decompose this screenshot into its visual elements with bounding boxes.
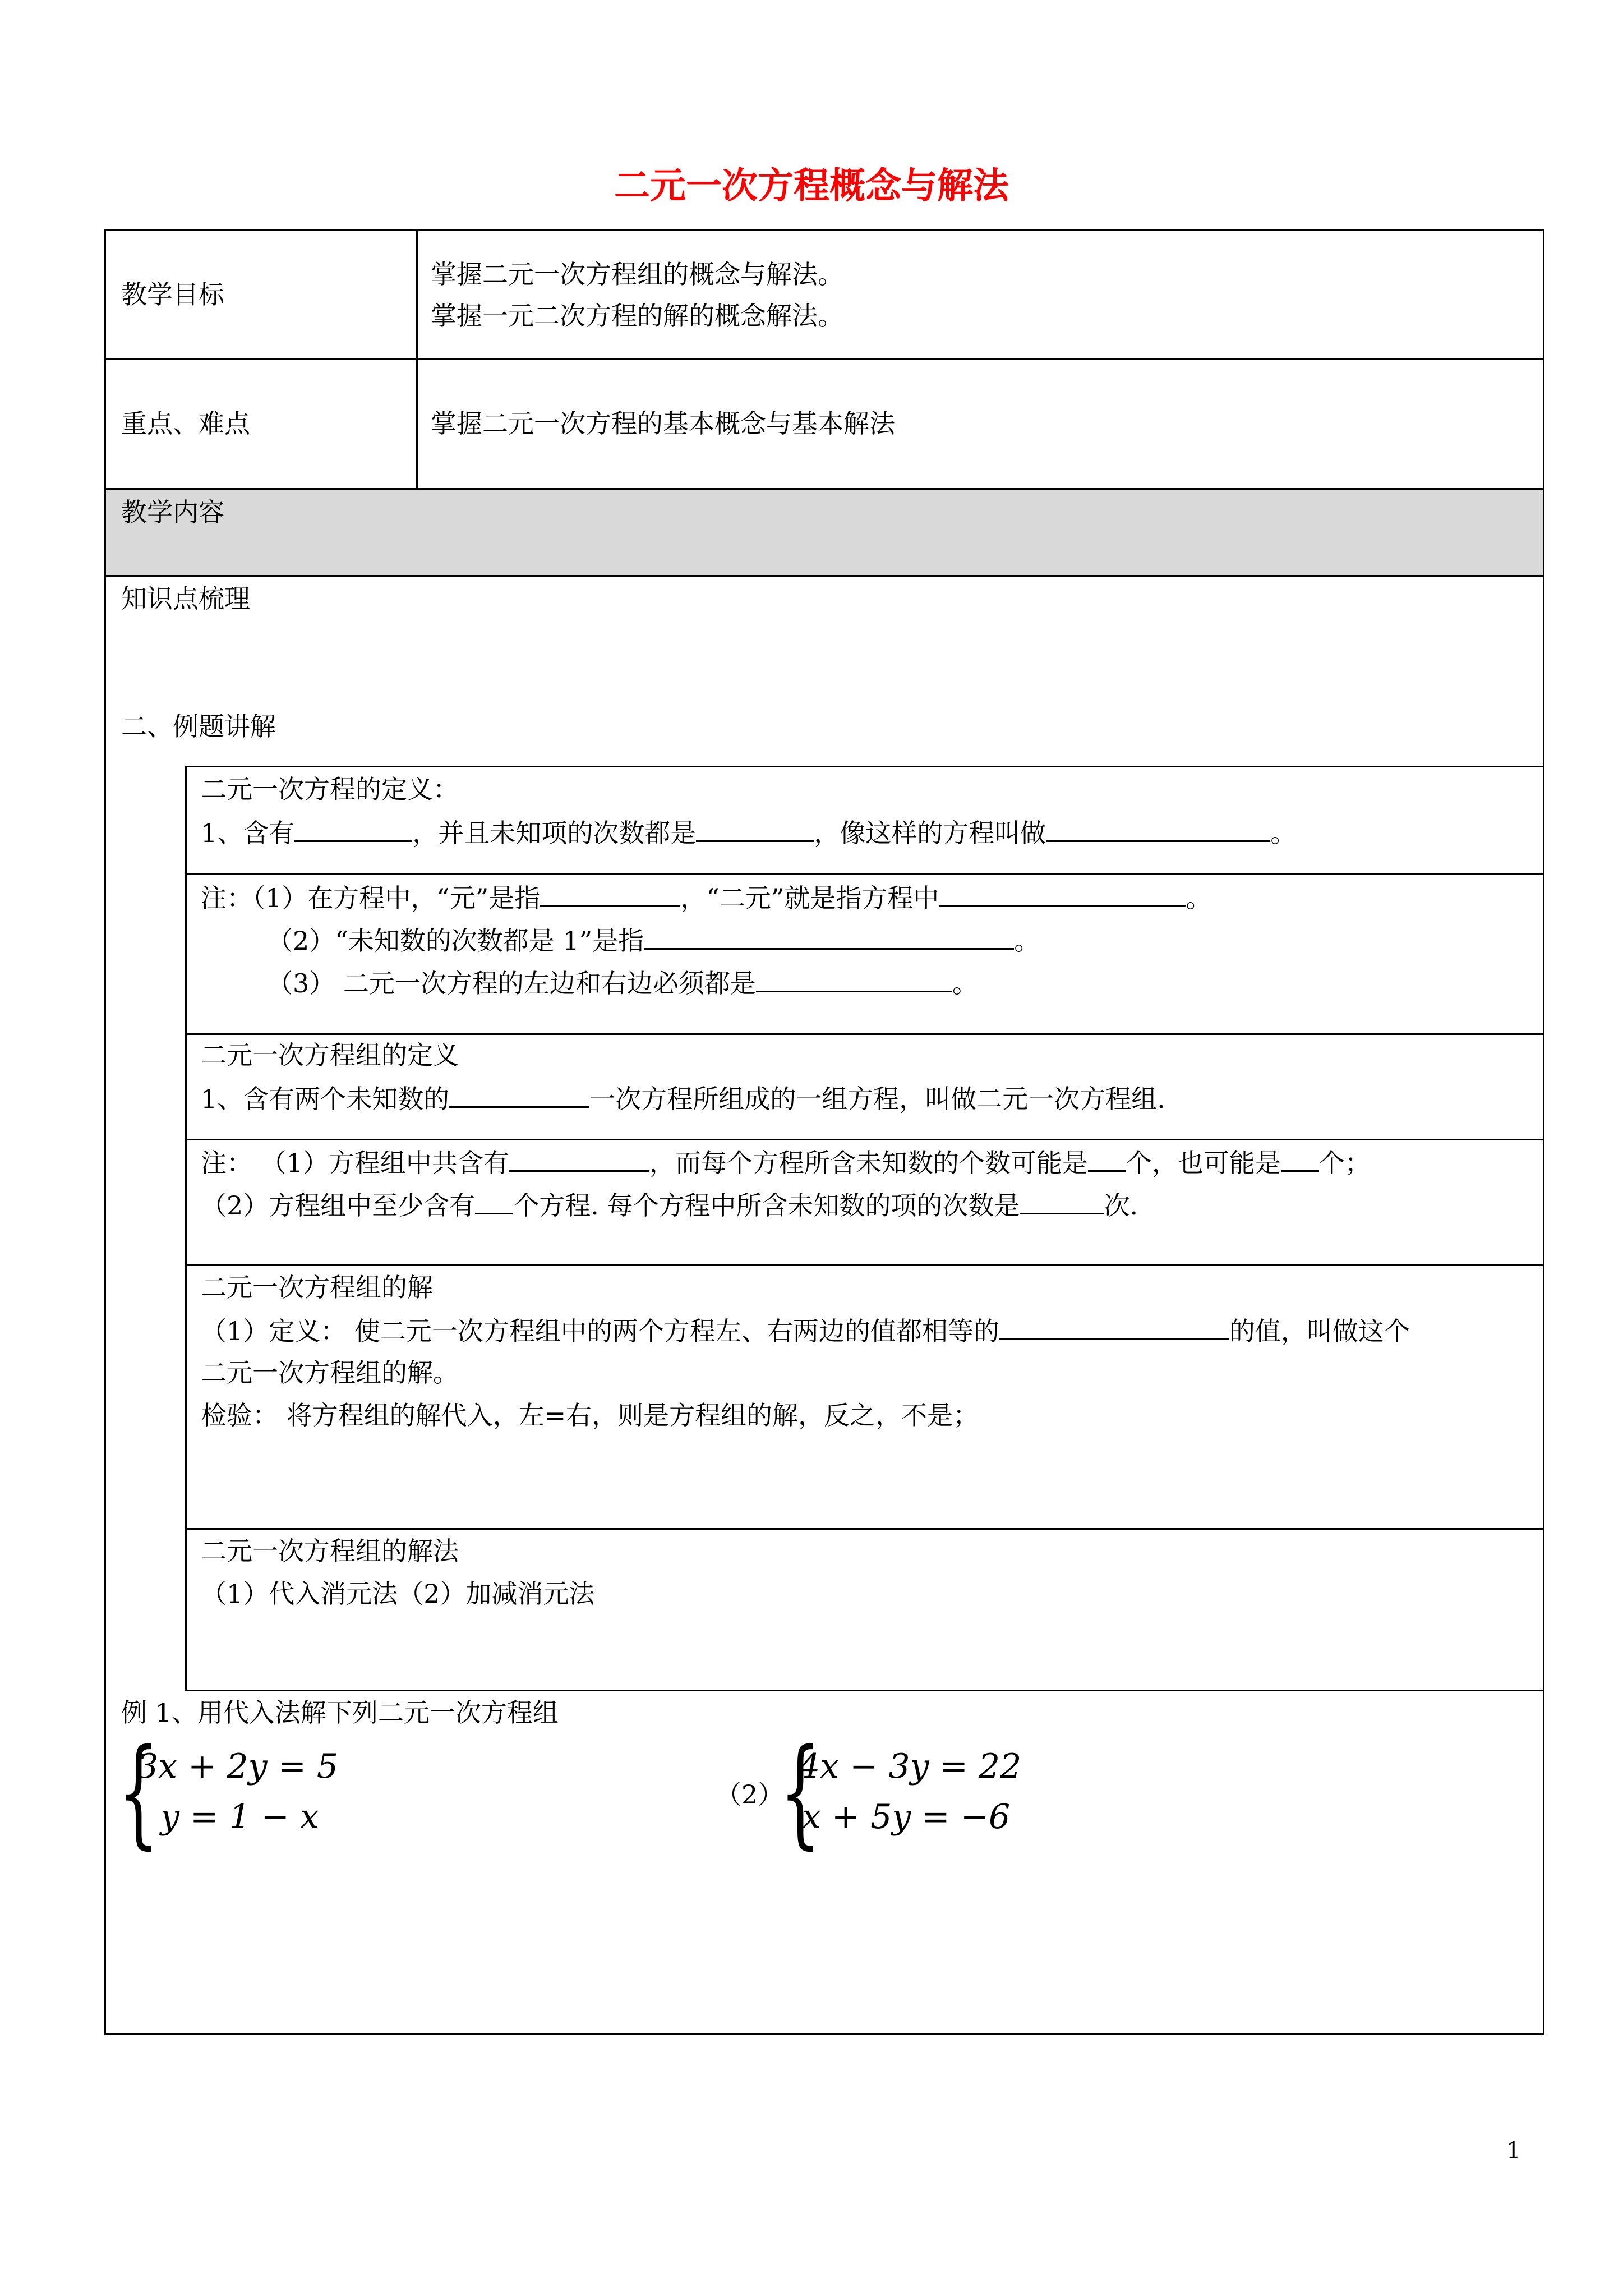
goal-line-1: 掌握二元一次方程组的概念与解法。 [431,259,843,289]
system2-equation1: 4x − 3y = 22 [799,1747,1022,1786]
box2-text-d: （2）“未知数的次数都是 1”是指 [267,926,644,956]
box4-text-f: 个方程. 每个方程中所含未知数的项的次数是 [513,1190,1020,1221]
box5-text-a: （1）定义： 使二元一次方程组中的两个方程左、右两边的值都相等的 [201,1316,999,1346]
system1-brace: { [118,1723,159,1861]
box4-line2 [201,1188,1138,1222]
box5-line1 [201,1314,1410,1347]
box2-text-c: 。 [1186,883,1212,913]
content-row-background [106,490,1543,575]
system2-brace: { [780,1723,821,1861]
fill-blank[interactable] [644,923,1014,950]
box4-text-g: 次. [1104,1190,1138,1221]
row-divider [185,1139,1544,1140]
page-number: 1 [1506,2138,1521,2164]
box4-text-e: （2）方程组中至少含有 [201,1190,476,1221]
goal-line-2: 掌握一元二次方程的解的概念解法。 [431,301,843,331]
box2-text-e: 。 [1014,926,1040,956]
system2-label: （2） [716,1779,784,1810]
focus-text: 掌握二元一次方程的基本概念与基本解法 [431,408,895,439]
box2-line2 [267,923,1040,957]
fill-blank[interactable] [1046,816,1270,842]
box2-line1 [201,881,1211,914]
box3-heading: 二元一次方程组的定义 [201,1040,459,1070]
fill-blank[interactable] [509,1145,649,1172]
box1-text-a: 1、含有 [201,818,295,848]
fill-blank[interactable] [475,1188,513,1214]
content-label: 教学内容 [121,497,224,527]
fill-blank[interactable] [1281,1145,1319,1172]
page-title: 二元一次方程概念与解法 [614,165,1009,207]
fill-blank[interactable] [939,881,1186,907]
row-divider [185,1033,1544,1035]
box4-text-c: 个，也可能是 [1126,1148,1281,1178]
box1-heading: 二元一次方程的定义： [201,774,459,804]
examples-label: 二、例题讲解 [121,711,276,742]
row-divider [185,1528,1544,1530]
box1-text-b: ，并且未知项的次数都是 [412,818,697,848]
fill-blank[interactable] [540,881,680,907]
goal-label: 教学目标 [121,279,224,310]
box4-text-d: 个； [1318,1148,1371,1178]
row-divider [104,358,1544,360]
box2-text-b: ，“二元”就是指方程中 [680,883,939,913]
box4-text-a: 注： （1）方程组中共含有 [201,1148,509,1178]
box3-text-a: 1、含有两个未知数的 [201,1084,450,1114]
box5-heading: 二元一次方程组的解 [201,1272,433,1303]
box4-text-b: ，而每个方程所含未知数的个数可能是 [649,1148,1088,1178]
system1-equation2: y = 1 − x [160,1797,319,1837]
column-divider [416,229,418,490]
fill-blank[interactable] [1020,1188,1104,1214]
box4-line1 [201,1145,1371,1179]
box2-text-f: （3） 二元一次方程的左边和右边必须都是 [267,968,756,999]
box2-text-g: 。 [952,968,978,999]
fill-blank[interactable] [756,966,952,992]
box3-text-b: 一次方程所组成的一组方程，叫做二元一次方程组. [589,1084,1165,1114]
box1-line1 [201,816,1296,849]
system2-equation2: x + 5y = −6 [802,1797,1011,1837]
box1-text-c: ，像这样的方程叫做 [814,818,1046,848]
knowledge-label: 知识点梳理 [121,583,250,614]
fill-blank[interactable] [1088,1145,1126,1172]
fill-blank[interactable] [294,816,412,842]
row-divider [104,575,1544,577]
box1-text-d: 。 [1270,818,1297,848]
focus-label: 重点、难点 [121,408,250,439]
box6-heading: 二元一次方程组的解法 [201,1536,459,1566]
box5-line3: 检验： 将方程组的解代入，左=右，则是方程组的解，反之，不是； [201,1400,979,1430]
system1-equation1: 3x + 2y = 5 [137,1747,339,1786]
row-divider [185,873,1544,875]
fill-blank[interactable] [999,1314,1229,1340]
box2-line3 [267,966,978,1000]
box5-text-b: 的值，叫做这个 [1229,1316,1410,1346]
box3-line1 [201,1082,1165,1115]
fill-blank[interactable] [696,816,814,842]
fill-blank[interactable] [449,1082,589,1108]
box5-line2: 二元一次方程组的解。 [201,1358,459,1388]
example1-label: 例 1、用代入法解下列二元一次方程组 [121,1697,559,1728]
box6-line1: （1）代入消元法（2）加减消元法 [201,1579,595,1609]
row-divider [185,1264,1544,1266]
box2-text-a: 注：（1）在方程中，“元”是指 [201,883,541,913]
